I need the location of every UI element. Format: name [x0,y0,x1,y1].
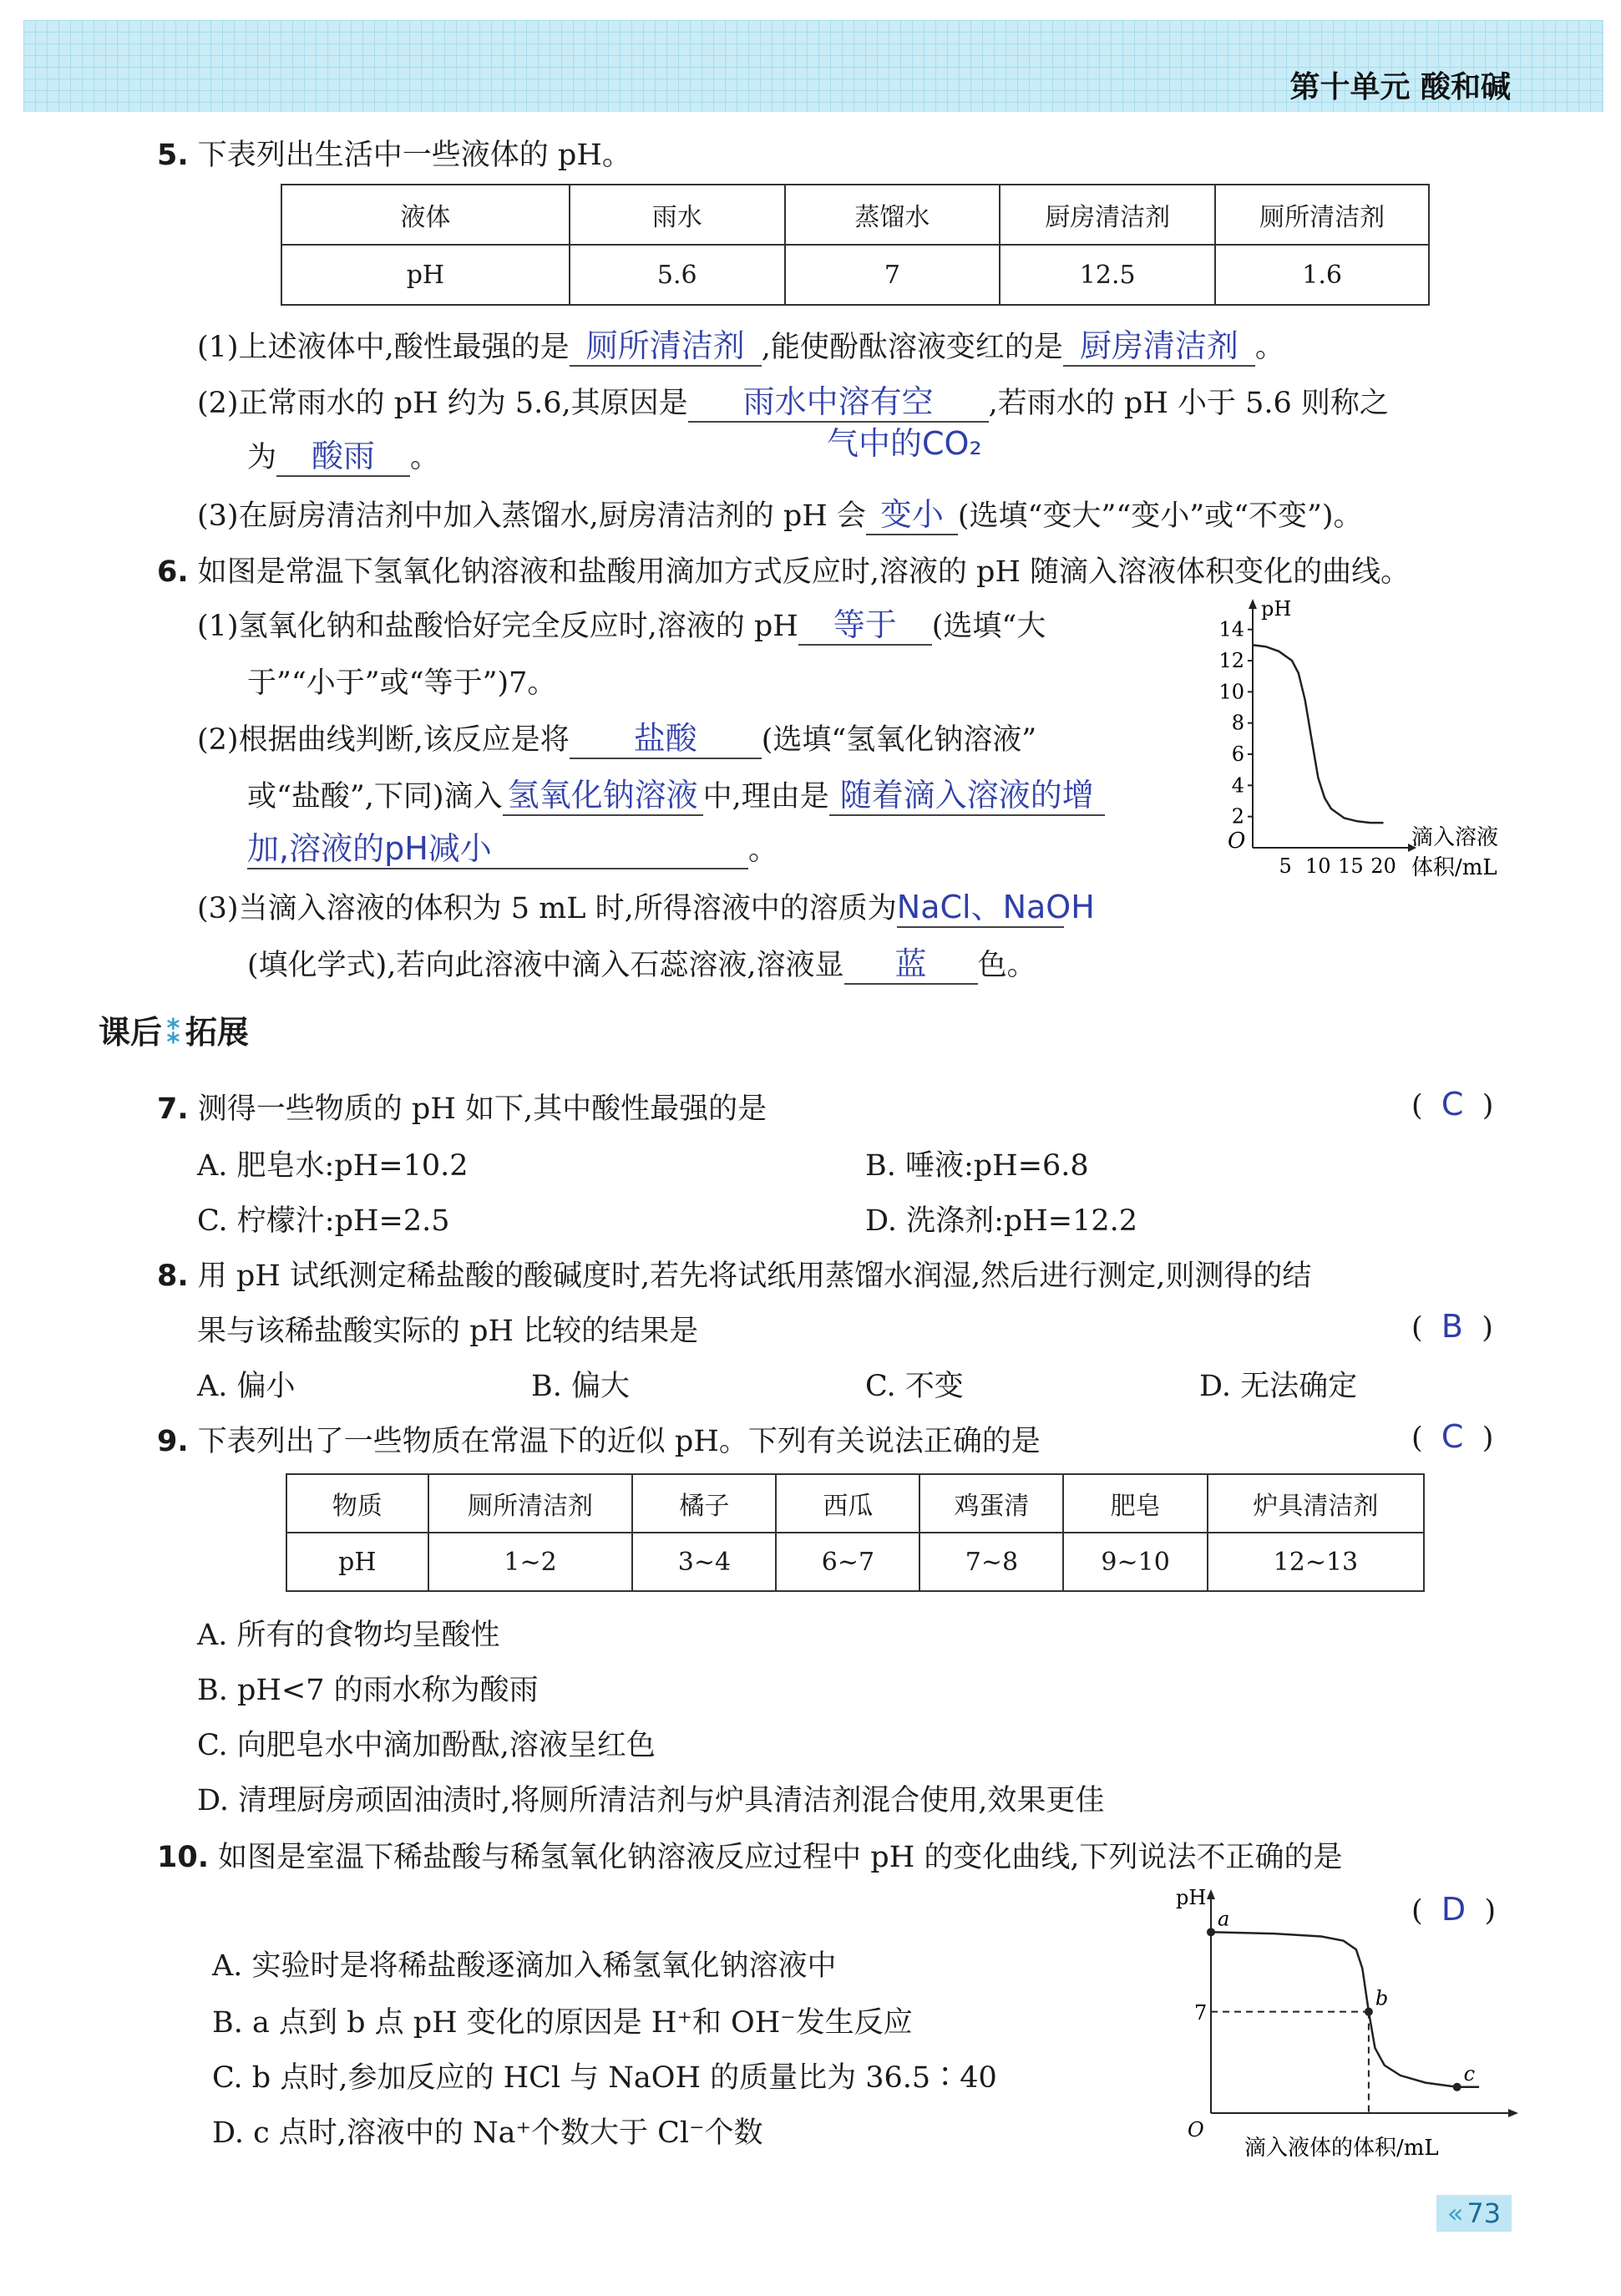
q9-table-header: 肥皂 [1063,1474,1207,1533]
q6-part3-text2: (填化学式),若向此溶液中滴入石蕊溶液,溶液显 [247,949,844,982]
q6-part3-line2 [247,942,1036,985]
chart1-x-label-line2: 体积/mL [1411,855,1497,880]
q5-part2-blank1[interactable] [688,384,989,423]
q9-answer: C [1441,1418,1464,1455]
q6-ph-chart [1203,589,1537,898]
q6-part1-text: (1)氢氧化钠和盐酸恰好完全反应时,溶液的 pH [197,610,798,643]
q5-part1-end: 。 [1254,331,1284,364]
q6-part2-answer1: 盐酸 [633,720,697,757]
q7-stem [157,1086,767,1128]
q7-option: A. 肥皂水:pH=10.2 [197,1149,469,1183]
q5-part1-blank1[interactable] [570,328,762,367]
q6-part2-text: (2)根据曲线判断,该反应是将 [197,723,570,757]
q8-stem-line2: 果与该稀盐酸实际的 pH 比较的结果是 [197,1315,699,1348]
q9-table-header: 厕所清洁剂 [428,1474,633,1533]
q8-answer-box [1411,1308,1493,1345]
q10-number: 10. [157,1841,210,1874]
chart2-curve [1211,1932,1479,2087]
paren-close: ) [1484,1894,1497,1928]
q6-part2-answer3-line2: 加,溶液的pH减小 [247,830,492,867]
q9-table-header: 炉具清洁剂 [1208,1474,1424,1533]
q6-part2 [197,717,1036,759]
q5-part3-text: (3)在厨房清洁剂中加入蒸馏水,厨房清洁剂的 pH 会 [197,499,866,533]
chart1-ytick-label: 10 [1218,680,1244,704]
chart1-xtick-label: 20 [1370,854,1396,878]
q5-stem [157,132,631,174]
page-number-text: 73 [1466,2197,1502,2229]
q10-stem-text: 如图是室温下稀盐酸与稀氢氧化钠溶液反应过程中 pH 的变化曲线,下列说法不正确的是 [218,1841,1343,1874]
chart2-y-arrow [1207,1889,1215,1899]
q9-table-cell: 3~4 [632,1533,776,1591]
q7-option: D. 洗涤剂:pH=12.2 [865,1204,1138,1238]
chart2-point [1365,2008,1373,2016]
q5-part1-answer2: 厨房清洁剂 [1079,327,1239,364]
q7-stem-text: 测得一些物质的 pH 如下,其中酸性最强的是 [197,1092,767,1126]
q10-ph-chart [1161,1879,1528,2163]
q5-part2 [197,380,1389,423]
q5-table-cell: 5.6 [570,245,785,305]
paren-close: ) [1482,1311,1493,1345]
q5-part2-text3: 为 [247,441,277,474]
section-divider-icon: ⁑ [165,1014,182,1051]
q9-table-header: 鸡蛋清 [919,1474,1063,1533]
q8-option: C. 不变 [865,1370,964,1403]
chart1-ytick-label: 14 [1218,617,1244,641]
chart1-y-label: pH [1261,597,1292,621]
q10-answer: D [1441,1891,1466,1928]
q5-table [281,184,1430,306]
chart2-point-label: c [1463,2061,1476,2086]
q6-part2-answer2: 氢氧化钠溶液 [507,777,698,813]
q6-part3 [197,885,1095,928]
q6-part1 [197,603,1046,646]
q9-stem-text: 下表列出了一些物质在常温下的近似 pH。下列有关说法正确的是 [197,1425,1041,1458]
q9-number: 9. [157,1425,189,1458]
q5-table-header: 雨水 [570,185,785,245]
q9-table-cell: 6~7 [776,1533,919,1591]
paren-open: ( [1411,1422,1423,1455]
q9-option: A. 所有的食物均呈酸性 [197,1619,500,1652]
chart2-point [1207,1928,1215,1936]
q6-part1-text2: (选填“大 [931,610,1046,643]
chart1-xtick-label: 5 [1279,854,1292,878]
q6-part2-blank3-cont[interactable] [247,831,748,869]
chart1-origin: O [1228,829,1246,854]
paren-open: ( [1411,1089,1423,1123]
section-label-b: 拓展 [185,1014,249,1051]
chart1-ytick-label: 6 [1231,743,1244,766]
chart1-y-arrow [1249,599,1257,609]
q6-part2-blank1[interactable] [570,721,762,759]
q5-part1-text: (1)上述液体中,酸性最强的是 [197,331,570,364]
q7-option: B. 唾液:pH=6.8 [865,1149,1089,1183]
q5-number: 5. [157,139,189,172]
q9-answer-box [1411,1418,1493,1455]
q6-part3-answer2: 蓝 [894,945,927,982]
q10-option: B. a 点到 b 点 pH 变化的原因是 H⁺和 OH⁻发生反应 [212,2006,913,2040]
chart1-ytick-label: 8 [1231,711,1244,735]
q6-part3-blank2[interactable] [844,946,978,985]
paren-open: ( [1411,1894,1423,1928]
q5-part1-answer1: 厕所清洁剂 [585,327,745,364]
chart1-ytick-label: 4 [1231,773,1244,798]
q9-table-header: 橘子 [632,1474,776,1533]
q9-table-header: 西瓜 [776,1474,919,1533]
q9-table-cell: 12~13 [1208,1533,1424,1591]
q6-part2-blank2[interactable] [503,778,703,816]
chart2-y-label: pH [1176,1886,1207,1909]
q6-part1-answer: 等于 [833,606,897,643]
paren-close: ) [1482,1089,1494,1123]
q7-option: C. 柠檬汁:pH=2.5 [197,1204,450,1238]
q6-part3-answer1: NaCl、NaOH [896,889,1095,925]
q6-part1-cont: 于”“小于”或“等于”)7。 [247,666,557,700]
chart2-point-label: b [1375,1986,1389,2010]
chart1-ytick-label: 2 [1231,804,1244,829]
q6-part3-blank1[interactable] [896,889,1095,928]
q6-part2-end: 。 [748,834,778,867]
q8-option: A. 偏小 [197,1370,296,1403]
section-header [99,1006,249,1052]
q5-table-header: 厨房清洁剂 [1000,185,1215,245]
chevron-left-icon: « [1446,2197,1464,2229]
q5-part1-text2: ,能使酚酞溶液变红的是 [761,331,1063,364]
q8-number: 8. [157,1260,189,1293]
q8-option: B. 偏大 [531,1370,630,1403]
q6-part2-text4: 中,理由是 [702,780,829,813]
q5-part3-answer: 变小 [879,496,944,533]
q5-part3-blank[interactable] [866,497,958,535]
q6-part2-blank3[interactable] [829,778,1105,816]
q10-option: D. c 点时,溶液中的 Na⁺个数大于 Cl⁻个数 [212,2116,763,2150]
q9-table [286,1473,1425,1592]
q6-part2-line3 [247,827,778,869]
chart2-point-label: a [1218,1907,1230,1931]
q6-part2-line2 [247,773,1105,816]
q5-part2-blank2[interactable] [276,438,410,477]
q6-stem [157,549,1410,590]
q9-option: D. 清理厨房顽固油渍时,将厕所清洁剂与炉具清洁剂混合使用,效果更佳 [197,1784,1105,1817]
chart2-x-label: 滴入液体的体积/mL [1244,2136,1439,2161]
q9-table-cell: 7~8 [919,1533,1063,1591]
q5-table-header: 厕所清洁剂 [1215,185,1429,245]
q9-table-cell: pH [286,1533,428,1591]
chart1-x-label-line1: 滴入溶液 [1411,825,1499,850]
q8-stem-line1: 用 pH 试纸测定稀盐酸的酸碱度时,若先将试纸用蒸馏水润湿,然后进行测定,则测得的结 [197,1260,1312,1293]
unit-title: 第十单元 酸和碱 [1289,70,1511,104]
q9-stem [157,1418,1041,1460]
chart2-ytick-7: 7 [1194,2001,1208,2025]
q5-table-cell: 7 [785,245,1000,305]
chart1-curve [1253,645,1384,823]
q9-option: C. 向肥皂水中滴加酚酞,溶液呈红色 [197,1729,656,1762]
q5-part1-blank2[interactable] [1063,328,1255,367]
q6-part3-end: 色。 [977,949,1036,982]
q6-part3-text: (3)当滴入溶液的体积为 5 mL 时,所得溶液中的溶质为 [197,892,897,925]
q6-part2-answer3-line1: 随着滴入溶液的增 [839,777,1094,813]
chart2-origin: O [1188,2118,1204,2141]
q10-stem [157,1834,1342,1876]
q5-table-cell: 12.5 [1000,245,1215,305]
q7-answer: C [1441,1086,1464,1123]
q5-stem-text: 下表列出生活中一些液体的 pH。 [197,139,631,172]
q8-answer: B [1441,1308,1463,1345]
q5-table-header: 液体 [281,185,570,245]
q5-part2-answer2: 酸雨 [312,438,376,474]
paren-close: ) [1482,1422,1494,1455]
q5-part2-end: 。 [410,441,440,474]
q7-answer-box [1411,1086,1493,1123]
q5-part3 [197,493,1363,535]
paren-open: ( [1411,1311,1423,1345]
q5-part2-text2: ,若雨水的 pH 小于 5.6 则称之 [988,387,1389,420]
chart1-ytick-label: 12 [1218,649,1244,672]
q8-stem [157,1253,1311,1295]
q9-table-cell: 9~10 [1063,1533,1207,1591]
page-number [1436,2195,1512,2232]
chart1-xtick-label: 10 [1304,854,1331,878]
section-label-a: 课后 [99,1014,163,1051]
q5-part2-answer1-line2: 气中的CO₂ [827,425,982,462]
q5-part2-cont [247,434,439,477]
q9-table-cell: 1~2 [428,1533,633,1591]
q10-option: A. 实验时是将稀盐酸逐滴加入稀氢氧化钠溶液中 [212,1949,837,1983]
q6-part2-text2: (选填“氢氧化钠溶液” [761,723,1037,757]
q10-option: C. b 点时,参加反应的 HCl 与 NaOH 的质量比为 36.5∶40 [212,2061,997,2095]
q5-part2-answer1-line1: 雨水中溶有空 [742,383,934,420]
q5-part1 [197,324,1284,367]
q6-stem-text: 如图是常温下氢氧化钠溶液和盐酸用滴加方式反应时,溶液的 pH 随滴入溶液体积变化的曲线。 [197,555,1411,589]
q6-number: 6. [157,555,189,589]
chart2-x-arrow [1508,2109,1518,2117]
q5-part2-text: (2)正常雨水的 pH 约为 5.6,其原因是 [197,387,688,420]
q5-table-cell: pH [281,245,570,305]
q5-table-header: 蒸馏水 [785,185,1000,245]
q5-part3-text2: (选填“变大”“变小”或“不变”)。 [957,499,1363,533]
q7-number: 7. [157,1092,189,1126]
chart2-point [1453,2083,1461,2091]
q6-part2-text3: 或“盐酸”,下同)滴入 [247,780,503,813]
q9-option: B. pH<7 的雨水称为酸雨 [197,1674,539,1707]
q8-option: D. 无法确定 [1199,1370,1358,1403]
q6-part1-blank[interactable] [798,607,932,646]
chart1-xtick-label: 15 [1338,854,1364,878]
q9-table-header: 物质 [286,1474,428,1533]
q5-table-cell: 1.6 [1215,245,1429,305]
